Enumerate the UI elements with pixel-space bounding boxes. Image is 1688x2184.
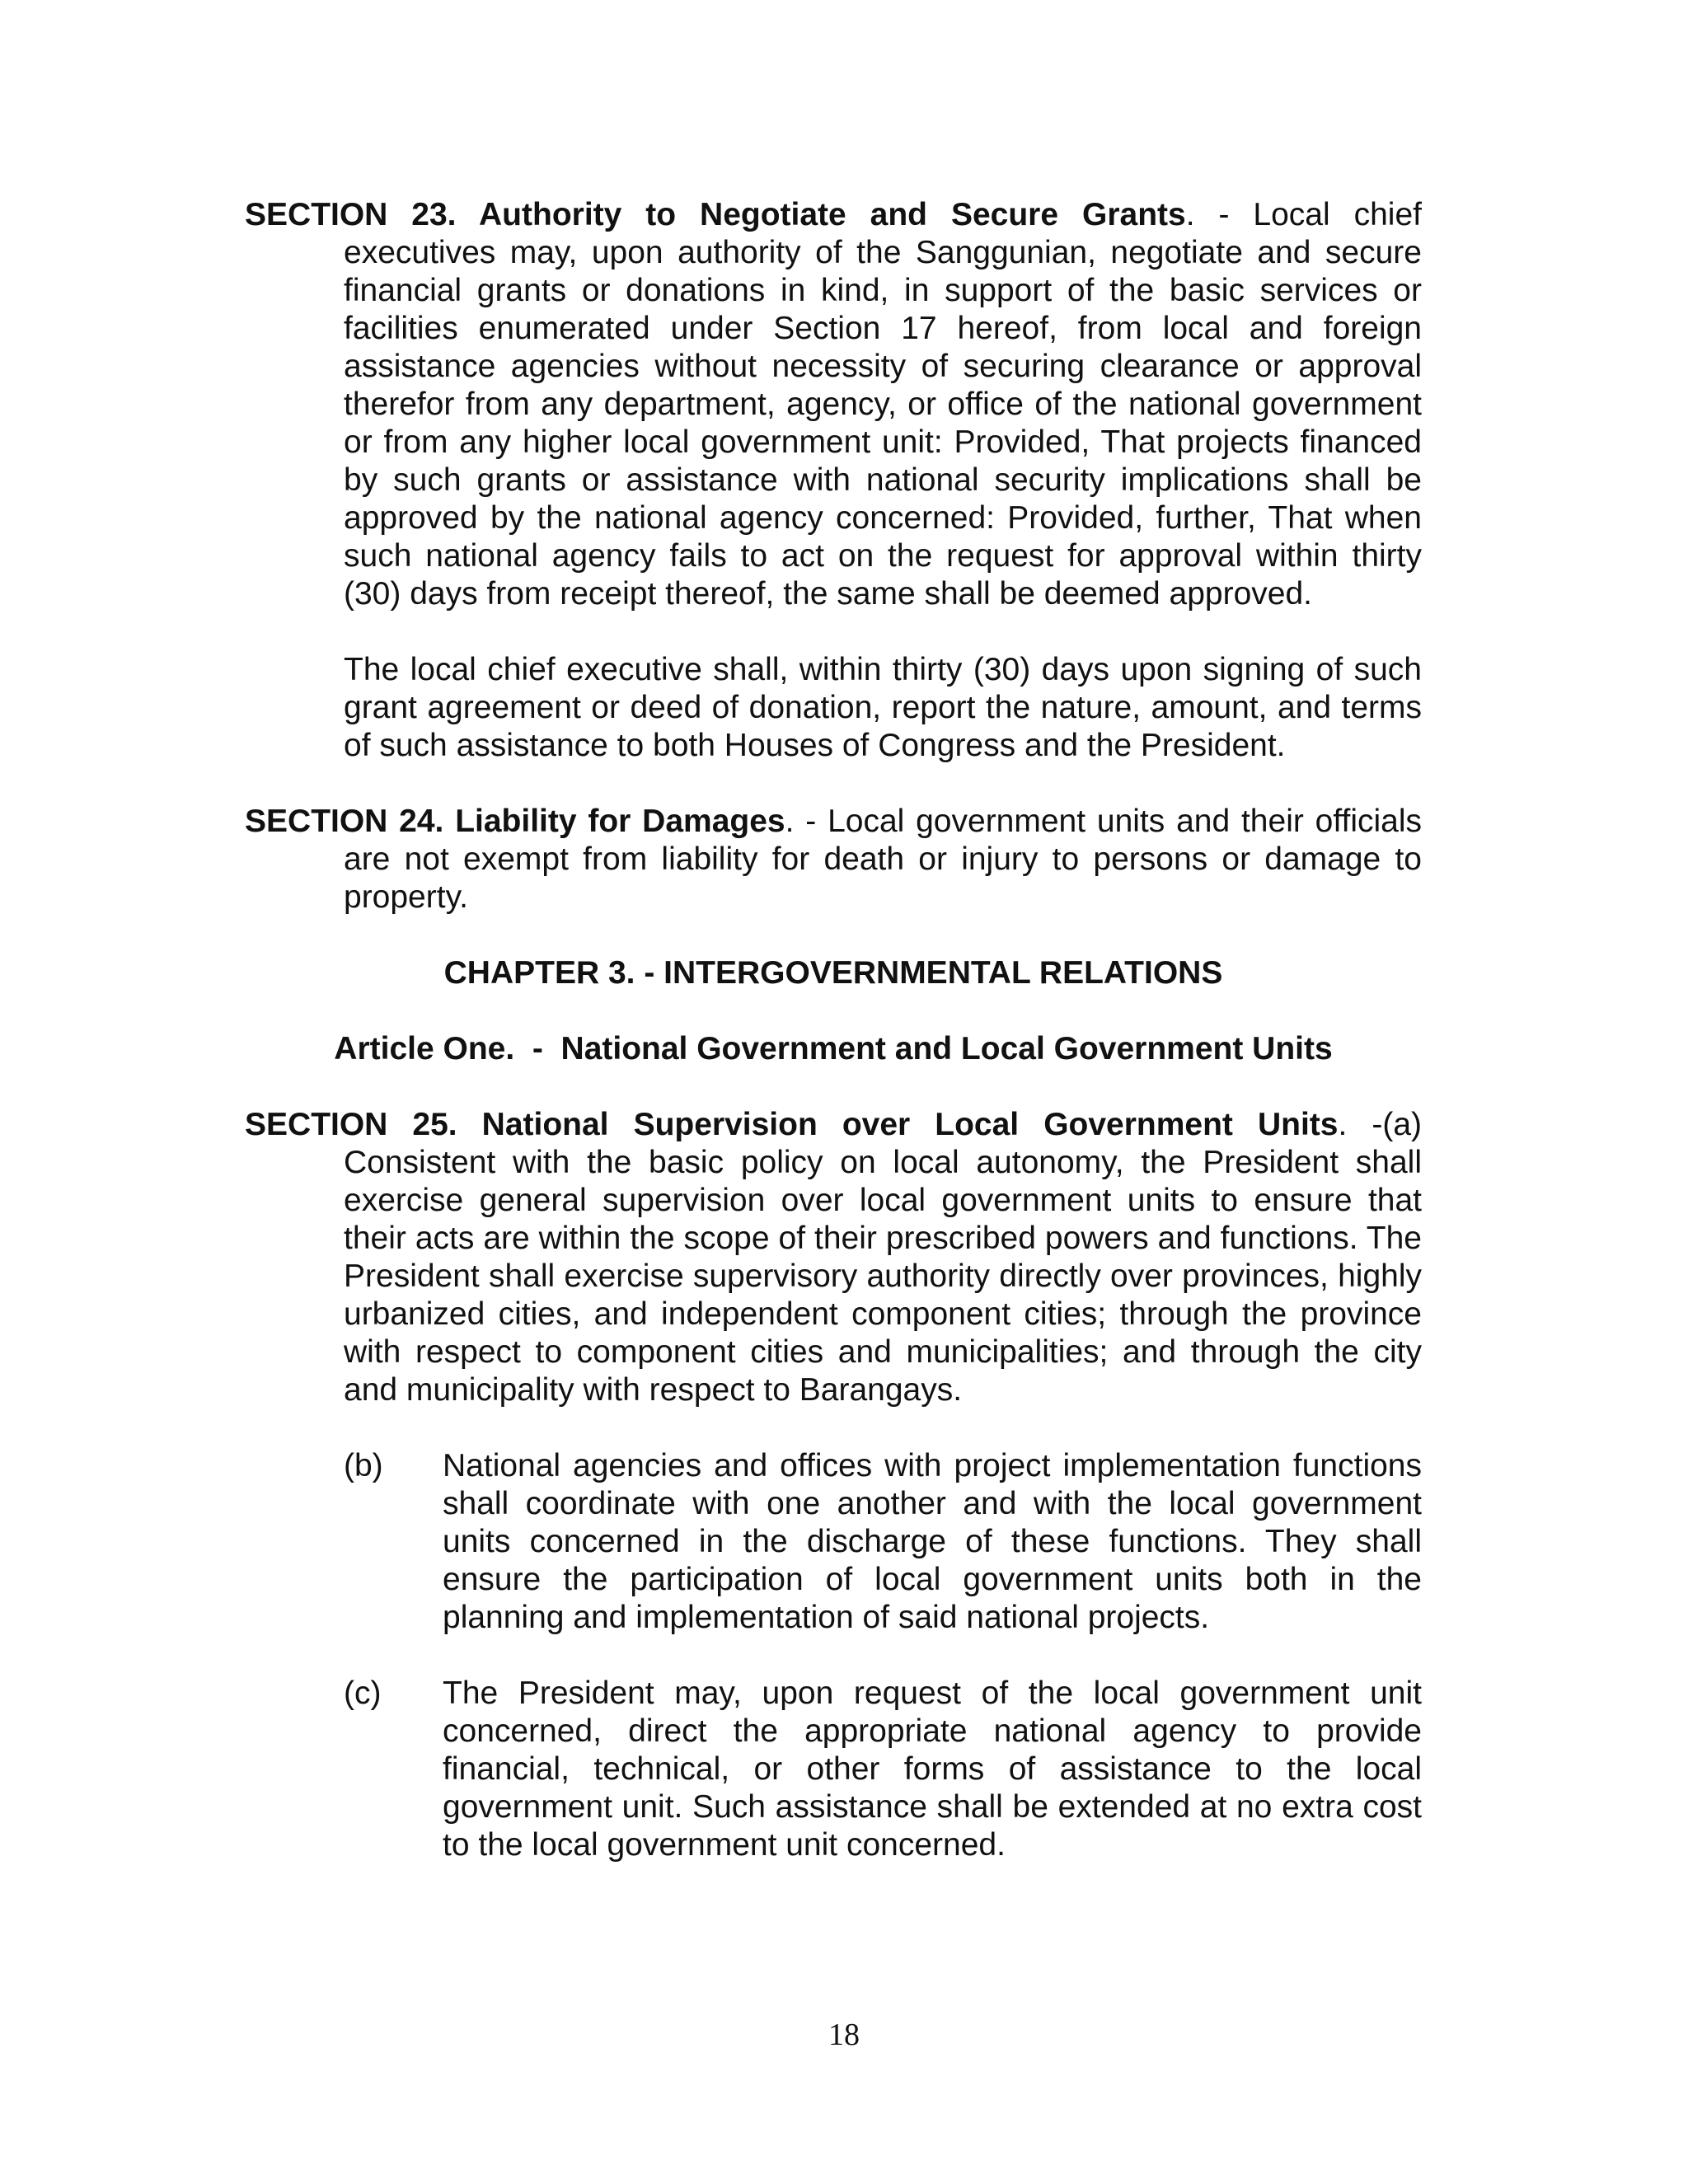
section-24-body: . - Local government units and their officials are not exempt from liability for death or injury to persons or damage to property.: [344, 804, 1423, 915]
section-23-body: . - Local chief executives may, upon authority of the Sanggunian, negotiate and secure financial grants or donations in kind, in support of the basic services or facilities enumerated under Section 17 hereof, from local and foreign assistance agencies without necessity of securing clearance or approval therefor from any department, agency, or office of the national government or from any higher local government unit: Provided, That projects financed by such grants or assistance with national security implications shall be approved by the national agency concerned: Provided, further, That when such national agency fails to act on the request for approval within thirty (30) days from receipt thereof, the same shall be deemed approved.: [344, 197, 1422, 612]
spacer: [245, 765, 1422, 803]
section-23: [245, 196, 1422, 613]
item-label: (c): [344, 1675, 382, 1711]
spacer: [245, 992, 1422, 1030]
section-25-heading: SECTION 25. National Supervision over Local Government Units: [245, 1107, 1339, 1142]
spacer: [245, 1637, 1422, 1675]
chapter-heading: CHAPTER 3. - INTERGOVERNMENTAL RELATIONS: [443, 955, 1223, 991]
section-25-item-b: [245, 1447, 1422, 1637]
page-content: [245, 196, 1422, 1864]
section-24: [245, 803, 1422, 916]
item-text: The President may, upon request of the local government unit concerned, direct the appropriate national agency to provide financial, technical, or other forms of assistance to the local government unit. Such assistance shall be extended at no extra cost to the local government unit concerned.: [443, 1675, 1422, 1863]
article-heading: Article One. - National Government and Local Government Units: [334, 1031, 1333, 1066]
section-24-heading: SECTION 24. Liability for Damages: [245, 804, 785, 839]
section-25-body: . -(a) Consistent with the basic policy on local autonomy, the President shall exercise general supervision over local government units to ensure that their acts are within the scope of their prescribed powers and functions. The President shall exercise supervisory authority directly over provinces, highly urbanized cities, and independent component cities; through the province with respect to component cities and municipalities; and through the city and municipality with respect to Barangays.: [344, 1107, 1423, 1408]
section-25-item-c: [245, 1675, 1422, 1864]
spacer: [245, 613, 1422, 651]
spacer: [245, 1068, 1422, 1106]
item-label: (b): [344, 1448, 383, 1483]
section-25: [245, 1106, 1422, 1409]
item-text: National agencies and offices with project implementation functions shall coordinate with one another and with the local government units concerned in the discharge of these functions. They shall ensure the participation of local government units both in the planning and implementation of said national projects.: [443, 1448, 1422, 1635]
section-23-heading: SECTION 23. Authority to Negotiate and Secure Grants: [245, 197, 1186, 232]
spacer: [245, 1409, 1422, 1447]
spacer: [245, 916, 1422, 954]
page-number: 18: [828, 2018, 860, 2052]
section-23-paragraph-2: The local chief executive shall, within thirty (30) days upon signing of such grant agreement or deed of donation, report the nature, amount, and terms of such assistance to both Houses of Congress and the President.: [344, 652, 1422, 763]
